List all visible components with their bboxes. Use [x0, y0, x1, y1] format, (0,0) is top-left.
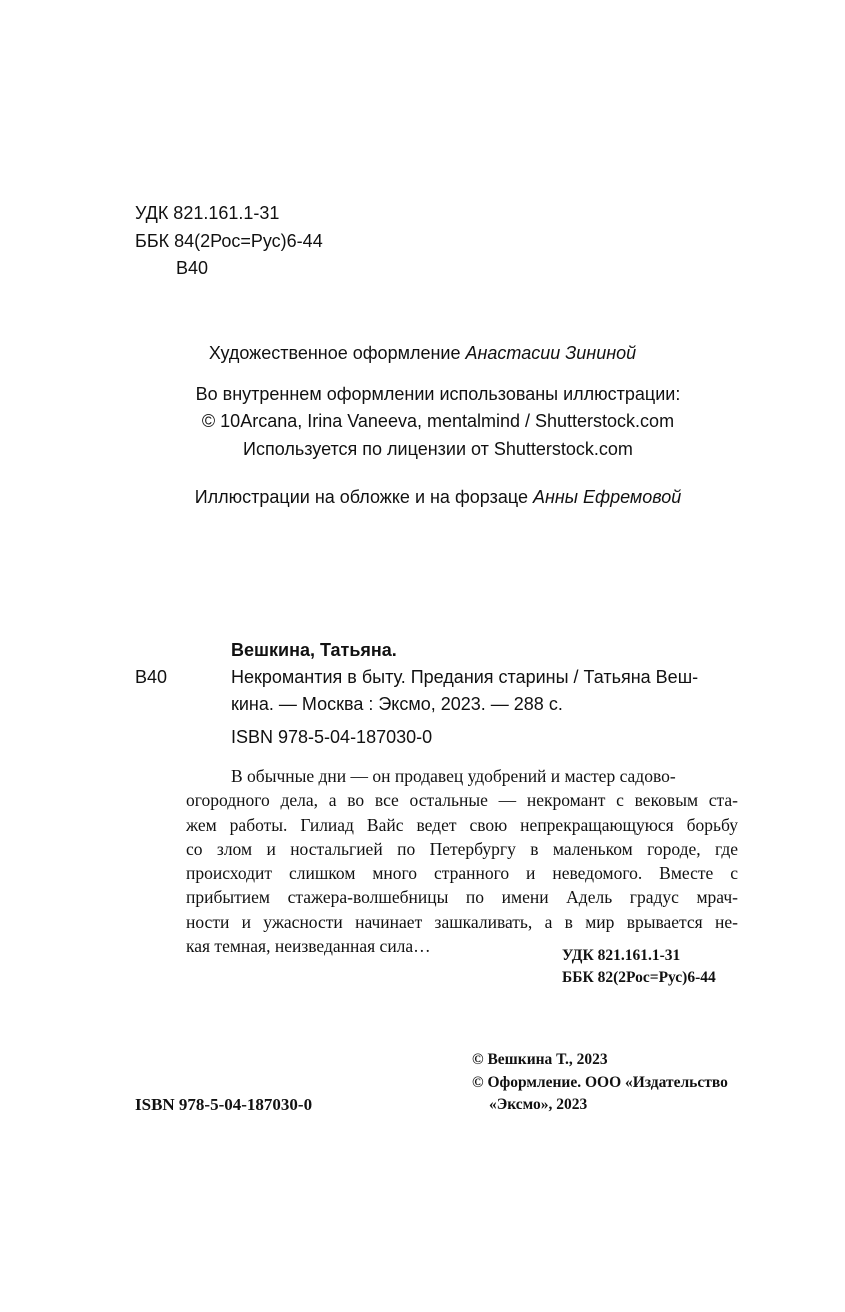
interior-illustrations-line3: Используется по лицензии от Shutterstock.com [243, 439, 633, 459]
annotation-line: кая темная, неизведанная сила… [186, 936, 431, 957]
cover-illustrations-credit [0, 484, 845, 511]
art-design-name: Анастасии Зининой [465, 343, 637, 363]
cover-illustrations-name: Анны Ефремовой [532, 487, 682, 507]
interior-illustrations-line2: © 10Arcana, Irina Vaneeva, mentalmind / Shutterstock.com [201, 411, 675, 431]
author-mark-top: В40 [176, 258, 209, 278]
copyright-design-line1: © Оформление. ООО «Издательство [472, 1074, 728, 1091]
catalog-title-line1: Некромантия в быту. Предания старины / Татьяна Веш- [231, 667, 699, 687]
art-design-credit [0, 340, 845, 367]
annotation-line: со злом и ностальгией по Петербургу в маленьком городе, где [186, 838, 738, 859]
catalog-author-mark: В40 [135, 667, 168, 687]
catalog-isbn: ISBN 978-5-04-187030-0 [231, 727, 433, 747]
annotation-line: ности и ужасности начинает зашкаливать, а в мир врывается не- [186, 911, 738, 932]
catalog-title-line2: кина. — Москва : Эксмо, 2023. — 288 с. [231, 694, 563, 714]
catalog-udk: УДК 821.161.1-31 [562, 947, 681, 964]
catalog-author-heading: Вешкина, Татьяна. [231, 640, 397, 660]
annotation-line: прибытием стажера-волшебницы по имени Адель градус мрач- [186, 887, 738, 908]
annotation-line: огородного дела, а во все остальные — некромант с вековым ста- [186, 790, 738, 811]
cover-illustrations-label: Иллюстрации на обложке и на форзаце [194, 487, 528, 507]
udk-top: УДК 821.161.1-31 [135, 203, 280, 223]
annotation-line: происходит слишком много странного и неведомого. Вместе с [186, 863, 738, 884]
interior-illustrations-line1: Во внутреннем оформлении использованы иллюстрации: [195, 384, 681, 404]
footer-isbn: ISBN 978-5-04-187030-0 [135, 1095, 313, 1114]
annotation-line: жем работы. Гилиад Вайс ведет свою непрекращающуюся борьбу [186, 814, 738, 835]
art-design-label: Художественное оформление [208, 343, 461, 363]
annotation-line: В обычные дни — он продавец удобрений и мастер садово- [231, 766, 676, 786]
copyright-design-line2: «Эксмо», 2023 [489, 1096, 588, 1113]
catalog-bbk: ББК 82(2Рос=Рус)6-44 [562, 969, 716, 986]
copyright-author: © Вешкина Т., 2023 [472, 1051, 608, 1068]
bbk-top: ББК 84(2Рос=Рус)6-44 [135, 231, 323, 251]
catalog-annotation [186, 764, 738, 958]
